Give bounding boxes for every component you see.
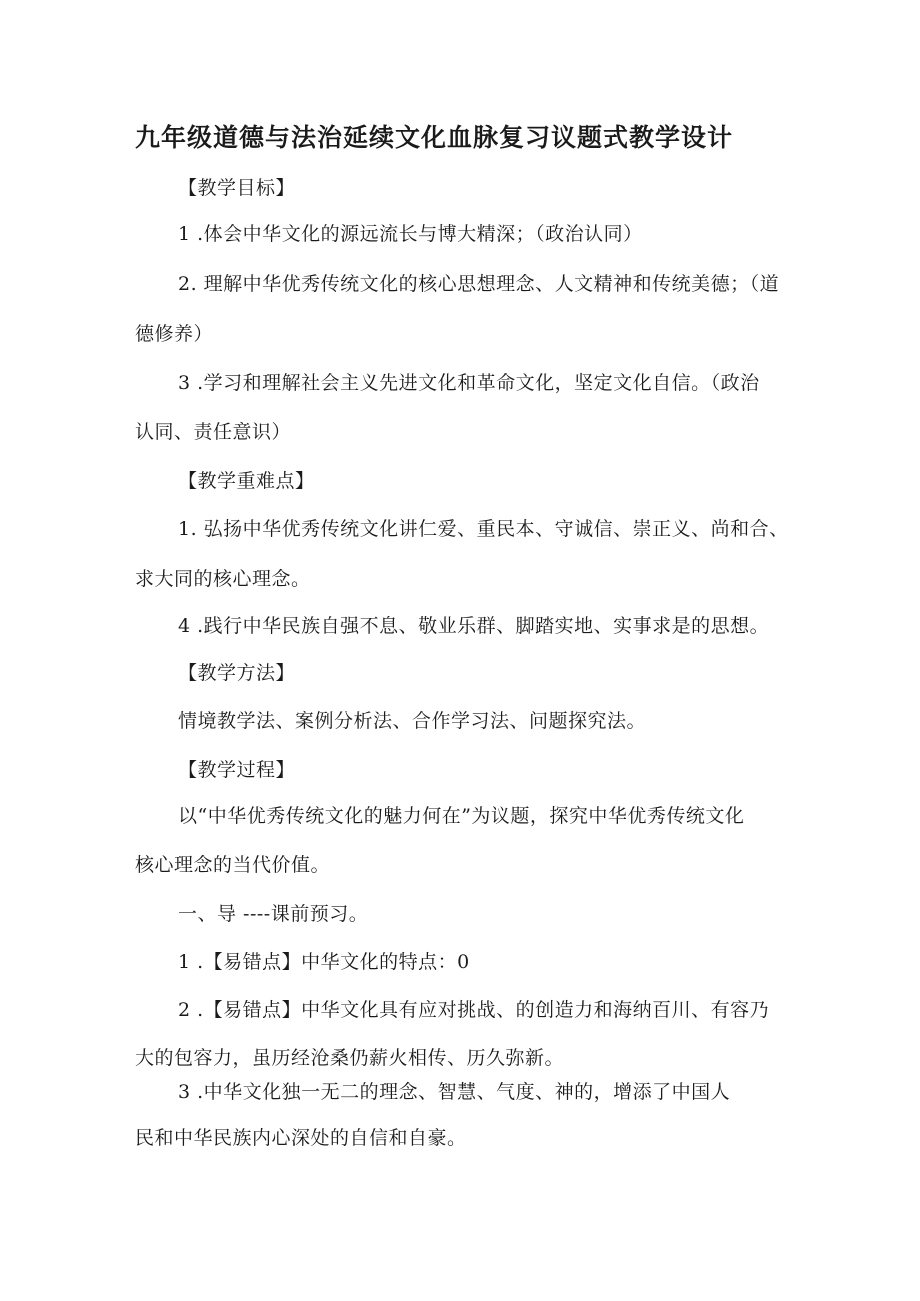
methods-heading: 【教学方法】 [178, 662, 296, 684]
key-point-1-line-2: 求大同的核心理念。 [135, 568, 311, 590]
process-intro-line-1: 以“中华优秀传统文化的魅力何在”为议题，探究中华优秀传统文化 [178, 805, 745, 827]
key-point-2: 4 .践行中华民族自强不息、敬业乐群、脚踏实地、实事求是的思想。 [178, 615, 770, 637]
key-point-1-line-1: 1. 弘扬中华优秀传统文化讲仁爱、重民本、守诚信、崇正义、尚和合、 [178, 518, 789, 540]
item-1: 1 .【易错点】中华文化的特点：0 [178, 951, 470, 973]
goal-1: 1 .体会中华文化的源远流长与博大精深；（政治认同） [178, 223, 643, 245]
section-1-heading: 一、导 ----课前预习。 [178, 903, 369, 925]
goal-3-line-1: 3 .学习和理解社会主义先进文化和革命文化，坚定文化自信。（政治 [178, 372, 760, 394]
goal-2-line-1: 2. 理解中华优秀传统文化的核心思想理念、人文精神和传统美德；（道 [178, 273, 780, 295]
goal-3-line-2: 认同、责任意识） [135, 421, 292, 443]
goals-heading: 【教学目标】 [178, 177, 296, 199]
goal-2-line-2: 德修养） [135, 323, 214, 345]
process-heading: 【教学过程】 [178, 759, 296, 781]
methods-text: 情境教学法、案例分析法、合作学习法、问题探究法。 [178, 710, 647, 732]
document-title: 九年级道德与法治延续文化血脉复习议题式教学设计 [135, 123, 734, 152]
item-3-line-1: 3 .中华文化独一无二的理念、智慧、气度、神的，增添了中国人 [178, 1081, 731, 1103]
process-intro-line-2: 核心理念的当代价值。 [135, 854, 331, 876]
item-3-line-2: 民和中华民族内心深处的自信和自豪。 [135, 1127, 467, 1149]
item-2-line-2: 大的包容力，虽历经沧桑仍薪火相传、历久弥新。 [135, 1047, 565, 1069]
item-2-line-1: 2 .【易错点】中华文化具有应对挑战、的创造力和海纳百川、有容乃 [178, 999, 770, 1021]
key-points-heading: 【教学重难点】 [178, 470, 315, 492]
